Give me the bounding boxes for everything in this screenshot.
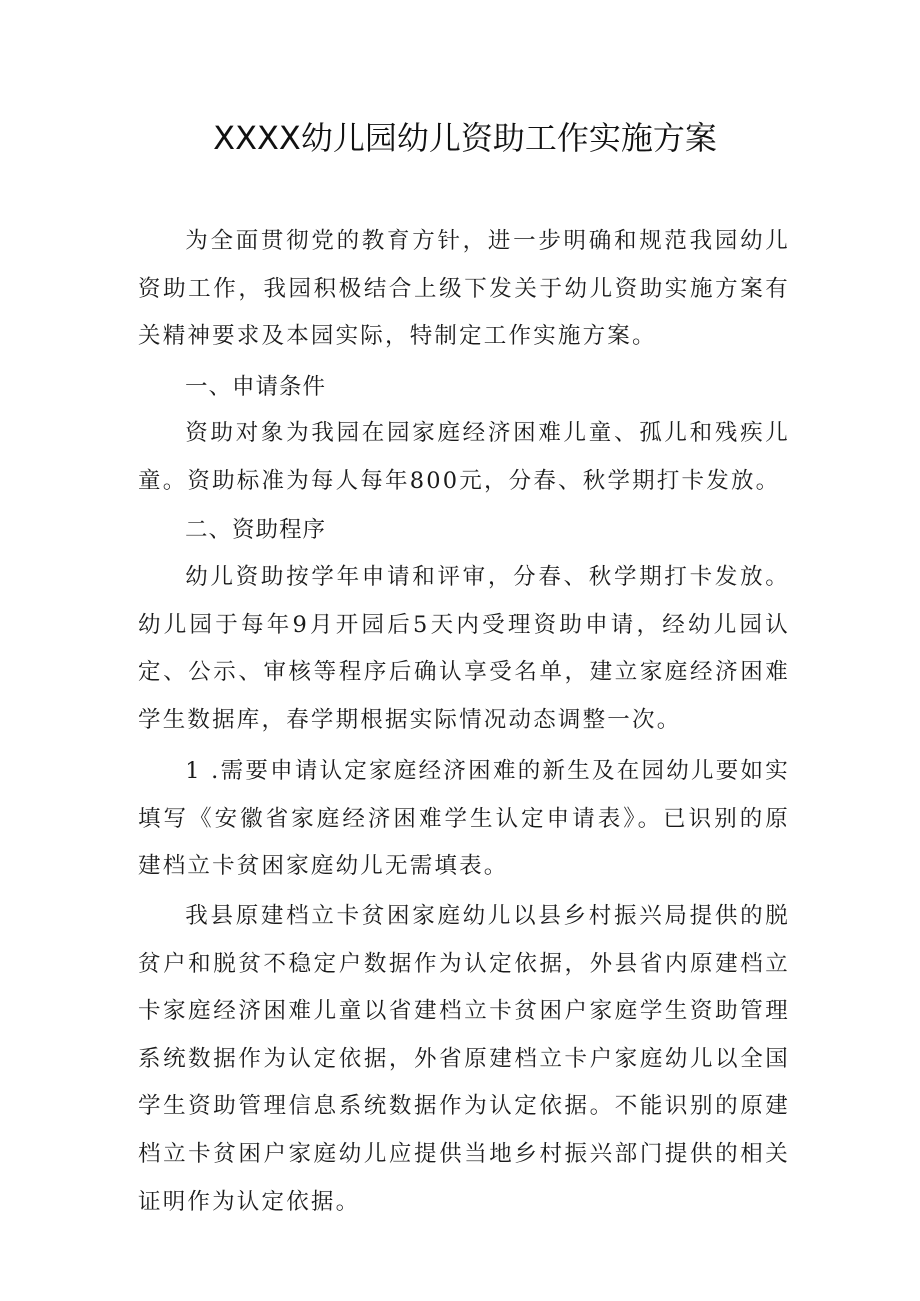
application-conditions-paragraph: 资助对象为我园在园家庭经济困难儿童、孤儿和残疾儿童。资助标准为每人每年800元，分春、秋学期打卡发放。 (138, 420, 790, 494)
intro-paragraph: 为全面贯彻党的教育方针，进一步明确和规范我园幼儿资助工作，我园积极结合上级下发关于幼儿资助实施方案有关精神要求及本园实际，特制定工作实施方案。 (138, 228, 790, 350)
procedure-item-1-detail: 我县原建档立卡贫困家庭幼儿以县乡村振兴局提供的脱贫户和脱贫不稳定户数据作为认定依据，外县省内原建档立卡家庭经济困难儿童以省建档立卡贫困户家庭学生资助管理系统数据作为认定依据，外省原建档立卡户家庭幼儿以全国学生资助管理信息系统数据作为认定依据。不能识别的原建档立卡贫困户家庭幼儿应提供当地乡村振兴部门提供的相关证明作为认定依据。 (138, 903, 790, 1215)
section-heading-application-conditions: 一、申请条件 (185, 374, 327, 400)
document-title: XXXX幼儿园幼儿资助工作实施方案 (213, 119, 717, 157)
section-heading-funding-procedure: 二、资助程序 (185, 517, 327, 543)
funding-procedure-paragraph: 幼儿资助按学年申请和评审，分春、秋学期打卡发放。幼儿园于每年9月开园后5天内受理资助申请，经幼儿园认定、公示、审核等程序后确认享受名单，建立家庭经济困难学生数据库，春学期根据实际情况动态调整一次。 (138, 564, 790, 733)
procedure-item-1: 1 .需要申请认定家庭经济困难的新生及在园幼儿要如实填写《安徽省家庭经济困难学生认定申请表》。已识别的原建档立卡贫困家庭幼儿无需填表。 (138, 758, 790, 880)
